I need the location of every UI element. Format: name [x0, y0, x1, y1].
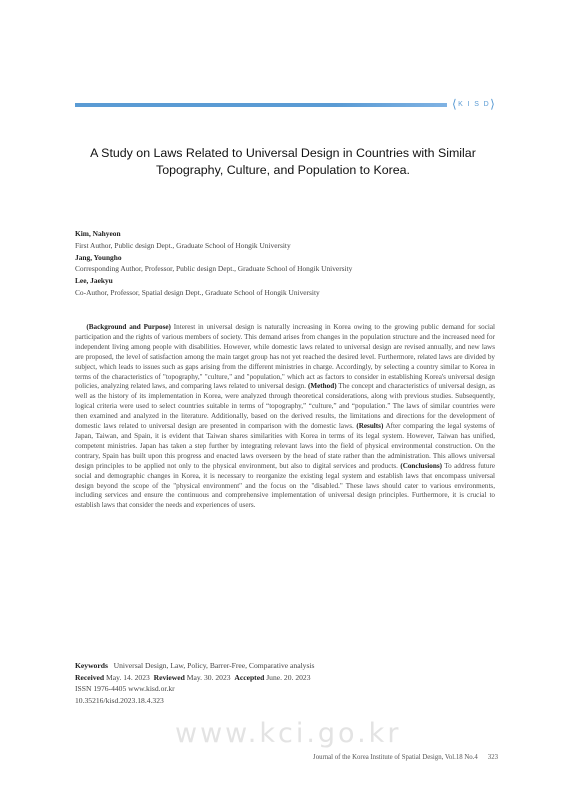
keywords-row [75, 660, 495, 672]
abstract-method-text: The concept and characteristics of universal design, as well as the history of its implementation in Korea, were analyzed through theoretical considerations, along with previous studies. Subsequently, logical criteria were used to select countries suitable in terms of “topography,” “culture,” and “population.” The laws of similar countries were then examined and analyzed in the literature. Additionally, based on the derived results, the limitations and directions for the development of domestic laws related to universal design are presented in comparison with the domestic laws. [75, 382, 495, 431]
article-meta [75, 660, 495, 706]
title-line-2: Topography, Culture, and Population to Korea. [156, 163, 410, 177]
received-date: May. 14. 2023 [106, 672, 150, 682]
author-list [75, 228, 495, 299]
abstract-conclusions-text: To address future social and demographic changes in Korea, it is necessary to reorganize the existing legal system and establish laws that encompass universal design beyond the scope of the "physical environment" and the focus on the "disabled." These laws should cater to various environments, including services and ensure the continuous and comprehensive implementation of universal design principles. Furthermore, it is crucial to establish laws that consider the needs and experiences of users. [75, 461, 495, 510]
author-affiliation: Co-Author, Professor, Spatial design Dept., Graduate School of Hongik University [75, 287, 320, 297]
header-rule [75, 103, 447, 107]
doi-line: 10.35216/kisd.2023.18.4.323 [75, 695, 164, 705]
page-footer [258, 754, 498, 761]
reviewed-date: May. 30. 2023 [186, 672, 231, 682]
title-line-1: A Study on Laws Related to Universal Design in Countries with Similar [90, 146, 476, 160]
abstract-background-text: Interest in universal design is naturally increasing in Korea owing to the growing public demand for social participation and the rights of various members of society. This demand arises from changes in the population structure and the increased need for independent living among people with disabilities. However, while domestic laws related to universal design are revised annually, and new laws are proposed, the level of satisfaction among the main target group has not yet reached the desired level. Furthermore, related laws are divided by subject, which leads to issues such as gaps arising from the different ministries in charge. Accordingly, by selecting a country similar to Korea in terms of the characteristics of "topography," "culture," and "population," which act as factors to consider in establishing Korea's universal design policies, analyzing related laws, and comparing laws related to universal design. [75, 323, 495, 391]
abstract-conclusions-label: (Conclusions) [400, 461, 442, 470]
keywords-label: Keywords [75, 661, 108, 670]
page-number: 323 [487, 754, 498, 761]
logo-text: K I S D [458, 100, 491, 108]
abstract-method-label: (Method) [308, 382, 337, 391]
author-name: Lee, Jaekyu [75, 276, 113, 286]
abstract-results-label: (Results) [356, 422, 384, 431]
issn-line: ISSN 1976-4405 www.kisd.or.kr [75, 684, 175, 694]
accepted-label: Accepted [234, 672, 265, 682]
logo-bracket-right-icon: ⟩ [490, 97, 497, 111]
journal-name: Journal of the Korea Institute of Spatial Design, Vol.18 No.4 [313, 754, 478, 761]
dates-row [75, 672, 495, 684]
reviewed-label: Reviewed [153, 672, 185, 682]
logo-bracket-left-icon: ⟨ [452, 97, 459, 111]
abstract [75, 323, 495, 511]
accepted-date: June. 20. 2023 [266, 672, 311, 682]
author-affiliation: First Author, Public design Dept., Graduate School of Hongik University [75, 240, 291, 250]
keywords-value: Universal Design, Law, Policy, Barrer-Free, Comparative analysis [113, 661, 315, 670]
author-affiliation: Corresponding Author, Professor, Public design Dept., Graduate School of Hongik University [75, 264, 353, 274]
abstract-background-label: (Background and Purpose) [86, 323, 171, 331]
abstract-results-text: After comparing the legal systems of Japan, Taiwan, and Spain, it is evident that Taiwan shares similarities with Korea in terms of its legal system. However, Taiwan has unified, competent ministries. Japan has taken a step further by integrating relevant laws into the field of physical environmental construction. On the contrary, Spain has built upon this progress and enacted laws overseen by the head of state rather than the administration. This allows universal design principles to be applied not only to the physical environment, but also to digital services and products. [75, 422, 495, 470]
author-name: Kim, Nahyeon [75, 229, 121, 238]
paper-title [70, 145, 496, 179]
author-name: Jang, Youngho [75, 252, 122, 262]
received-label: Received [75, 672, 105, 682]
kci-watermark: www.kci.go.kr [175, 718, 402, 749]
kisd-logo [452, 97, 496, 111]
